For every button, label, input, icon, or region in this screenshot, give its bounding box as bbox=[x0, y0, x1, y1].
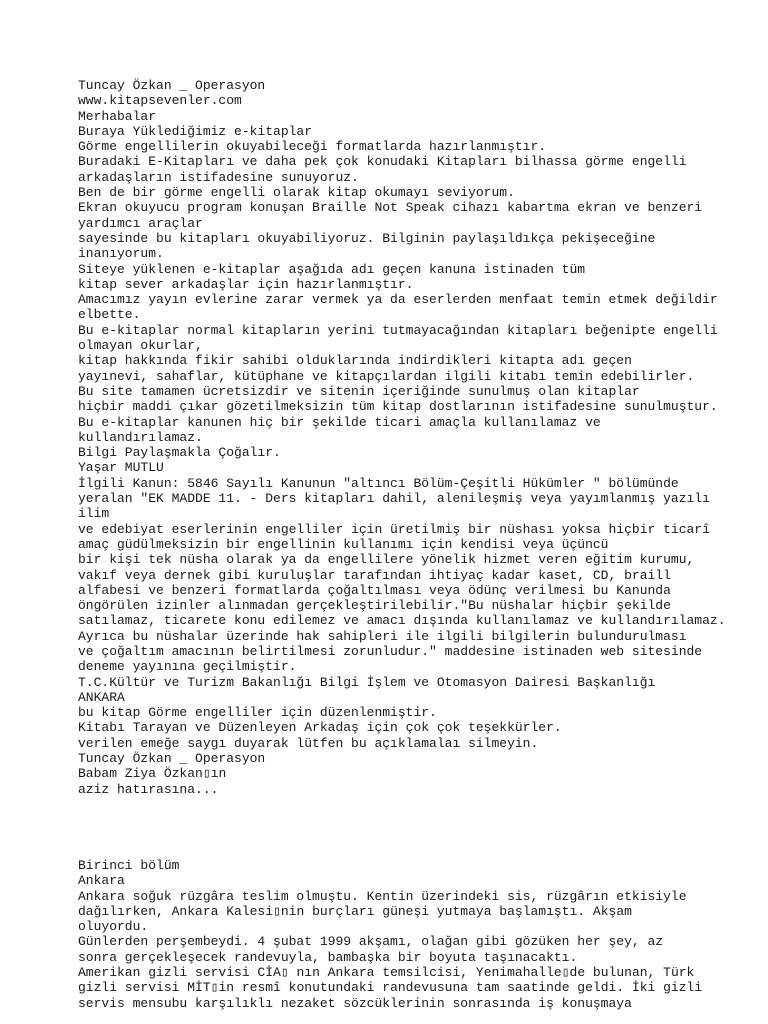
text-line: Tuncay Özkan _ Operasyon bbox=[78, 751, 266, 767]
chapter-subtitle: Ankara bbox=[78, 873, 125, 889]
text-line: Siteye yüklenen e-kitaplar aşağıda adı geçen kanuna istinaden tüm bbox=[78, 261, 586, 277]
text-line: deneme yayınına geçilmiştir. bbox=[78, 659, 297, 675]
text-line: Tuncay Özkan _ Operasyon bbox=[78, 78, 266, 93]
text-line: kitap sever arkadaşlar için hazırlanmıştır. bbox=[78, 276, 414, 292]
text-line: alfabesi ve benzeri formatlarda çoğaltılması veya ödünç verilmesi bu Kanunda bbox=[78, 582, 671, 598]
text-line: Bu site tamamen ücretsizdir ve sitenin içeriğinde sunulmuş olan kitaplar bbox=[78, 383, 640, 399]
text-line: Babam Ziya Özkan▯ın bbox=[78, 766, 227, 782]
text-line: kitap hakkında fikir sahibi olduklarında indirdikleri kitapta adı geçen bbox=[78, 353, 632, 369]
text-line: sayesinde bu kitapları okuyabiliyoruz. Bilginin paylaşıldıkça pekişeceğine bbox=[78, 230, 656, 246]
text-line: satılamaz, ticarete konu edilemez ve amacı dışında kullanılamaz ve kullandırılamaz. bbox=[78, 613, 726, 629]
text-line: Amerikan gizli servisi CİA▯ nın Ankara temsilcisi, Yenimahalle▯de bulunan, Türk bbox=[78, 965, 695, 981]
section-spacer bbox=[78, 797, 758, 858]
text-line: gizli servisi MİT▯in resmî konutundaki randevusuna tam saatinde geldi. İki gizli bbox=[78, 980, 703, 996]
text-line: oluyordu. bbox=[78, 919, 149, 935]
intro-section bbox=[78, 78, 758, 797]
text-line: sonra gerçekleşecek randevuyla, bambaşka bir boyuta taşınacaktı. bbox=[78, 949, 578, 965]
text-line: servis mensubu karşılıklı nezaket sözcüklerinin sonrasında iş konuşmaya bbox=[78, 995, 632, 1011]
text-line: verilen emeğe saygı duyarak lütfen bu açıklamalaı silmeyin. bbox=[78, 735, 539, 751]
text-line: hiçbir maddi çıkar gözetilmeksizin tüm kitap dostlarının istifadesine sunulmuştur. bbox=[78, 399, 718, 415]
text-line: olmayan okurlar, bbox=[78, 338, 203, 354]
text-line: Ayrıca bu nüshalar üzerinde hak sahipleri ile ilgili bilgilerin bulundurulması bbox=[78, 628, 687, 644]
chapter-section bbox=[78, 858, 758, 1011]
text-line: yeralan "EK MADDE 11. - Ders kitapları dahil, alenileşmiş veya yayımlanmış yazılı bbox=[78, 491, 710, 507]
text-line: Buraya Yüklediğimiz e-kitaplar bbox=[78, 123, 313, 139]
text-line: ANKARA bbox=[78, 689, 125, 705]
text-line: ve çoğaltım amacının belirtilmesi zorunludur." maddesine istinaden web sitesinde bbox=[78, 643, 703, 659]
text-line: yardımcı araçlar bbox=[78, 215, 203, 231]
text-line: kullandırılamaz. bbox=[78, 429, 203, 445]
text-line: İlgili Kanun: 5846 Sayılı Kanunun "altıncı Bölüm-Çeşitli Hükümler " bölümünde bbox=[78, 475, 679, 491]
text-line: arkadaşların istifadesine sunuyoruz. bbox=[78, 169, 359, 185]
text-line: Kitabı Tarayan ve Düzenleyen Arkadaş için çok çok teşekkürler. bbox=[78, 720, 562, 736]
text-line: öngörülen izinler alınmadan gerçekleştirilebilir."Bu nüshalar hiçbir şekilde bbox=[78, 598, 671, 614]
text-line: Bu e-kitaplar kanunen hiç bir şekilde ticari amaçla kullanılamaz ve bbox=[78, 414, 601, 430]
text-line: amaç güdülmeksizin bir engellinin kullanımı için kendisi veya üçüncü bbox=[78, 536, 609, 552]
text-line: T.C.Kültür ve Turizm Bakanlığı Bilgi İşlem ve Otomasyon Dairesi Başkanlığı bbox=[78, 674, 656, 690]
text-line: inanıyorum. bbox=[78, 246, 164, 262]
text-line: vakıf veya dernek gibi kuruluşlar tarafından ihtiyaç kadar kaset, CD, braill bbox=[78, 567, 671, 583]
chapter-title: Birinci bölüm bbox=[78, 857, 180, 873]
text-line: www.kitapsevenler.com bbox=[78, 93, 242, 109]
text-line: Görme engellilerin okuyabileceği formatlarda hazırlanmıştır. bbox=[78, 139, 547, 155]
text-line: Bilgi Paylaşmakla Çoğalır. bbox=[78, 445, 281, 461]
text-line: dağılırken, Ankara Kalesi▯nin burçları güneşi yutmaya başlamıştı. Akşam bbox=[78, 903, 632, 919]
text-line: Buradaki E-Kitapları ve daha pek çok konudaki Kitapları bilhassa görme engelli bbox=[78, 154, 687, 170]
text-line: Ben de bir görme engelli olarak kitap okumayı seviyorum. bbox=[78, 185, 515, 201]
text-line: ve edebiyat eserlerinin engelliler için üretilmiş bir nüshası yoksa hiçbir ticarî bbox=[78, 521, 710, 537]
text-line: bu kitap Görme engelliler için düzenlenmiştir. bbox=[78, 705, 437, 721]
text-line: Günlerden perşembeydi. 4 şubat 1999 akşamı, olağan gibi gözüken her şey, az bbox=[78, 934, 664, 950]
text-line: yayınevi, sahaflar, kütüphane ve kitapçılardan ilgili kitabı temin edebilirler. bbox=[78, 368, 695, 384]
text-line: ilim bbox=[78, 506, 110, 522]
text-line: Ekran okuyucu program konuşan Braille Not Speak cihazı kabartma ekran ve benzeri bbox=[78, 200, 703, 216]
text-line: Merhabalar bbox=[78, 108, 157, 124]
text-line: Bu e-kitaplar normal kitapların yerini tutmayacağından kitapları beğenipte engelli bbox=[78, 322, 718, 338]
text-line: Amacımız yayın evlerine zarar vermek ya da eserlerden menfaat temin etmek değildir bbox=[78, 292, 718, 308]
text-line: bir kişi tek nüsha olarak ya da engellilere yönelik hizmet veren eğitim kurumu, bbox=[78, 552, 695, 568]
text-line: Yaşar MUTLU bbox=[78, 460, 164, 476]
text-line: Ankara soğuk rüzgâra teslim olmuştu. Kentin üzerindeki sis, rüzgârın etkisiyle bbox=[78, 888, 687, 904]
document-page bbox=[78, 78, 758, 1011]
text-line: aziz hatırasına... bbox=[78, 781, 219, 797]
text-line: elbette. bbox=[78, 307, 141, 323]
